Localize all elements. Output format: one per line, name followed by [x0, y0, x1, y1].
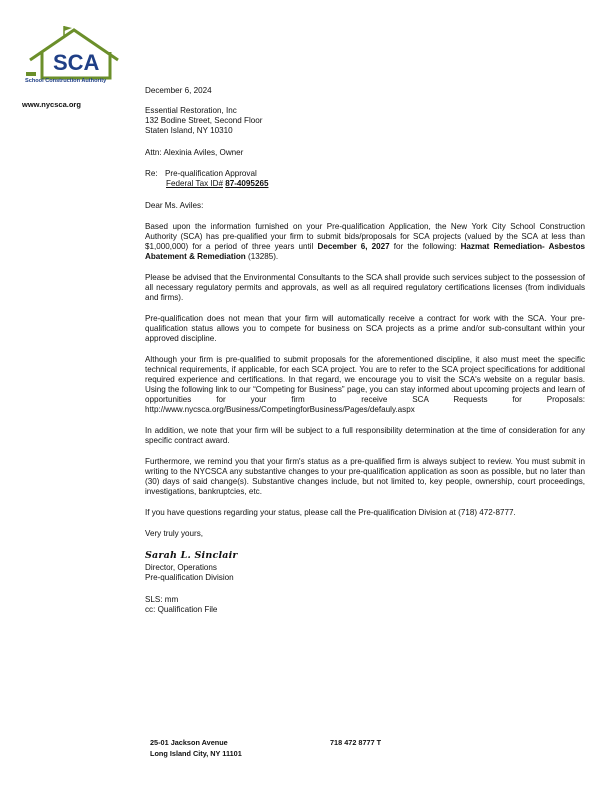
- paragraph-no-guarantee: Pre-qualification does not mean that your firm will automatically receive a contract for work with the SCA. Your pre-qualification status allows you to compete for business on SCA projects as a prime and/or sub-consultant within your approved discipline.: [145, 314, 585, 343]
- paragraph-review: Furthermore, we remind you that your firm's status as a pre-qualified firm is always subject to review. You must submit in writing to the NYCSCA any substantive changes to your pre-qualification application as soon as possible, but no later than (30) days of said change(s). Substantive changes include, but not limited to, key people, ownership, court proceedings, investigations, bankruptcies, etc.: [145, 457, 585, 496]
- closing: Very truly yours,: [145, 529, 204, 538]
- footer-phone: 718 472 8777 T: [330, 738, 382, 747]
- logo-org-name: School Construction Authority: [25, 78, 107, 84]
- paragraph-contact: If you have questions regarding your status, please call the Pre-qualification Division at (718) 472-8777.: [145, 508, 516, 517]
- letter-body: [145, 86, 585, 615]
- paragraph-requirements: Although your firm is pre-qualified to submit proposals for the aforementioned discipline, it also must meet the specific technical requirements, if applicable, for each SCA project. You are to refer to the SCA project specifications for additional required experience and certifications. In that regard, we encourage you to visit the SCA's website on a regular basis. Using the following link to our “Competing for Business” page, you can stay informed about upcoming projects and learn of opportunities for your firm to receive SCA Requests for Proposals: http://www.nycsca.org/Business/CompetingforBusiness/Pages/defauly.aspx: [145, 355, 585, 414]
- signer-title: [145, 563, 585, 583]
- paragraph-approval: Based upon the information furnished on your Pre-qualification Application, the New York City School Construction Authority (SCA) has pre-qualified your firm to submit bids/proposals for SCA projects (valued by the SCA at less than $1,000,000) for a period of three years until December 6, 2027 for the following: Hazmat Remediation- Asbestos Abatement & Remediation (13285).: [145, 222, 586, 261]
- initials: SLS: mm: [145, 595, 179, 604]
- address-line: Staten Island, NY 10310: [145, 126, 233, 135]
- nyc-tag: [26, 72, 36, 76]
- paragraph-responsibility: In addition, we note that your firm will be subject to a full responsibility determination at the time of consideration for any specific contract award.: [145, 426, 585, 445]
- attention-line: Attn: Alexinia Aviles, Owner: [145, 148, 244, 157]
- approved-discipline: Hazmat Remediation- Asbestos Abatement & Remediation: [145, 242, 586, 261]
- letter-date: December 6, 2024: [145, 86, 212, 95]
- logo-wordmark: SCA: [53, 50, 100, 75]
- signer-division-line: Pre-qualification Division: [145, 573, 234, 582]
- recipient-address: [145, 106, 585, 136]
- address-line: 132 Bodine Street, Second Floor: [145, 116, 263, 125]
- address-line: Essential Restoration, Inc: [145, 106, 237, 115]
- cc-line: cc: Qualification File: [145, 605, 218, 614]
- paragraph-consultants: Please be advised that the Environmental Consultants to the SCA shall provide such services subject to the possession of all necessary regulatory permits and approvals, as well as all required regulatory certifications licenses (from individuals and firms).: [145, 273, 585, 302]
- federal-tax-label: Federal Tax ID#: [166, 179, 223, 188]
- salutation: Dear Ms. Aviles:: [145, 201, 204, 210]
- website-link[interactable]: www.nycsca.org: [22, 100, 81, 109]
- discipline-code: (13285).: [248, 252, 279, 261]
- subject-line: Pre-qualification Approval: [165, 169, 257, 178]
- re-label: Re:: [145, 169, 158, 178]
- sca-logo: [24, 22, 124, 94]
- flag-icon: [64, 26, 72, 31]
- signature: Sarah L. Sinclair: [145, 550, 238, 561]
- footer-address-line: 25-01 Jackson Avenue: [150, 738, 228, 747]
- signer-title-line: Director, Operations: [145, 563, 217, 572]
- footer-address-line: Long Island City, NY 11101: [150, 748, 242, 758]
- federal-tax-number: 87-4095265: [225, 179, 269, 188]
- footer-address: [150, 738, 242, 759]
- expiration-date: December 6, 2027: [317, 242, 390, 251]
- subject-block: [145, 169, 585, 189]
